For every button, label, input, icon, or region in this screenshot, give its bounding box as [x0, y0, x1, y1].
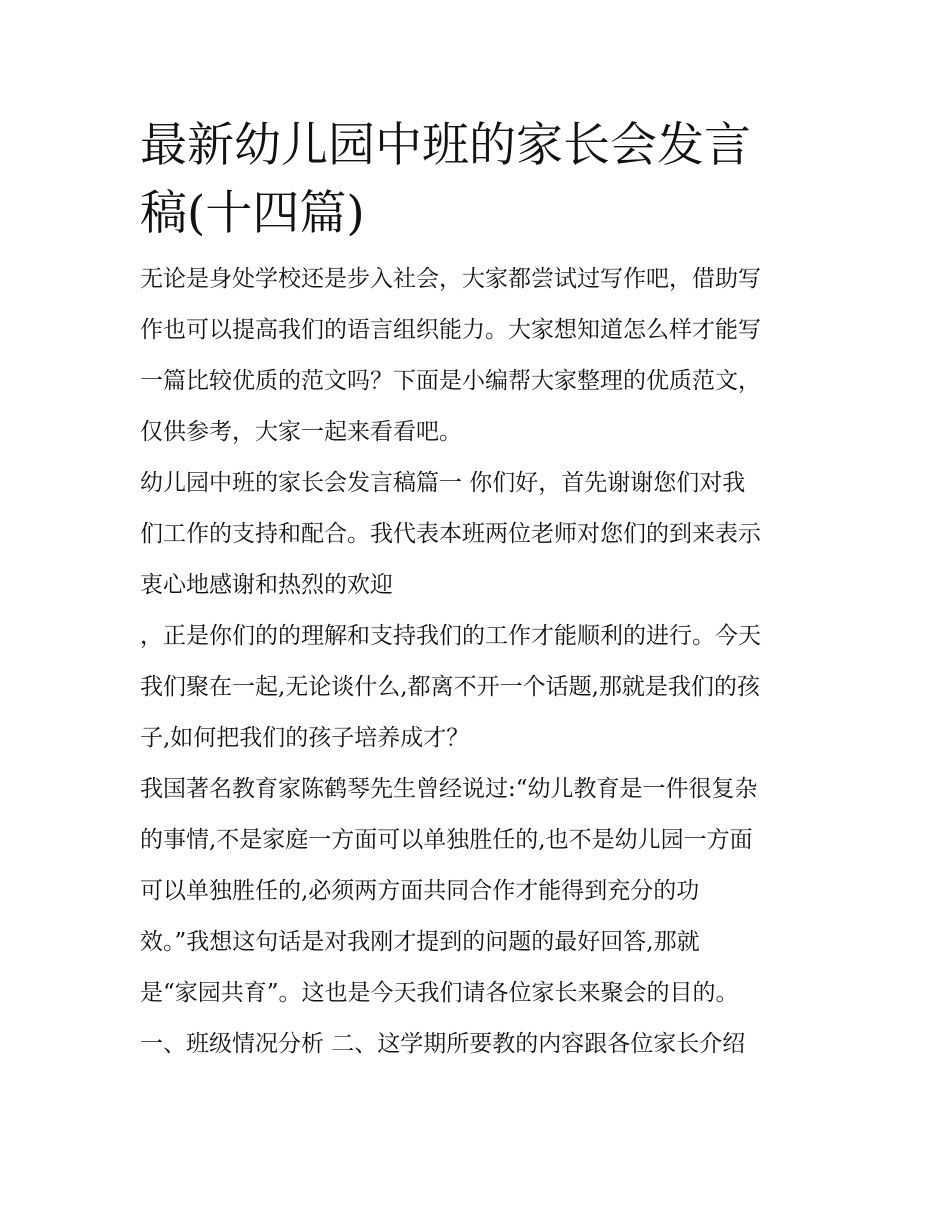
speech-paragraph	[140, 458, 820, 611]
text-line: 一篇比较优质的范文吗？下面是小编帮大家整理的优质范文，	[140, 368, 761, 394]
text-line: 是“家园共育”。这也是今天我们请各位家长来聚会的目的。	[140, 980, 739, 1006]
text-line: 衷心地感谢和热烈的欢迎	[140, 572, 393, 598]
text-line: 子,如何把我们的孩子培养成才？	[140, 725, 470, 751]
text-line: 无论是身处学校还是步入社会，大家都尝试过写作吧，借助写	[140, 266, 761, 292]
intro-paragraph	[140, 254, 820, 458]
text-line: 作也可以提高我们的语言组织能力。大家想知道怎么样才能写	[140, 317, 761, 343]
speech-paragraph	[140, 611, 820, 764]
text-line: 效。”我想这句话是对我刚才提到的问题的最好回答,那就	[140, 929, 700, 955]
title-line: 最新幼儿园中班的家长会发言	[140, 118, 751, 173]
document-title	[140, 112, 820, 248]
title-line: 稿(十四篇)	[140, 186, 365, 241]
text-line: 的事情,不是家庭一方面可以单独胜任的,也不是幼儿园一方面	[140, 827, 753, 853]
section-headings-line	[140, 1019, 820, 1070]
text-line: 可以单独胜任的,必须两方面共同合作才能得到充分的功	[140, 878, 700, 904]
text-line: 仅供参考，大家一起来看看吧。	[140, 419, 462, 445]
text-line: 幼儿园中班的家长会发言稿篇一 你们好，首先谢谢您们对我	[140, 470, 746, 496]
text-line: 我们聚在一起,无论谈什么,都离不开一个话题,那就是我们的孩	[140, 674, 760, 700]
text-line: 一、班级情况分析 二、这学期所要教的内容跟各位家长介绍	[140, 1031, 746, 1057]
document-body	[140, 112, 820, 1070]
speech-paragraph	[140, 764, 820, 1019]
text-line: ，正是你们的的理解和支持我们的工作才能顺利的进行。今天	[140, 623, 761, 649]
text-line: 我国著名教育家陈鹤琴先生曾经说过:“幼儿教育是一件很复杂	[140, 776, 758, 802]
text-line: 们工作的支持和配合。我代表本班两位老师对您们的到来表示	[140, 521, 761, 547]
